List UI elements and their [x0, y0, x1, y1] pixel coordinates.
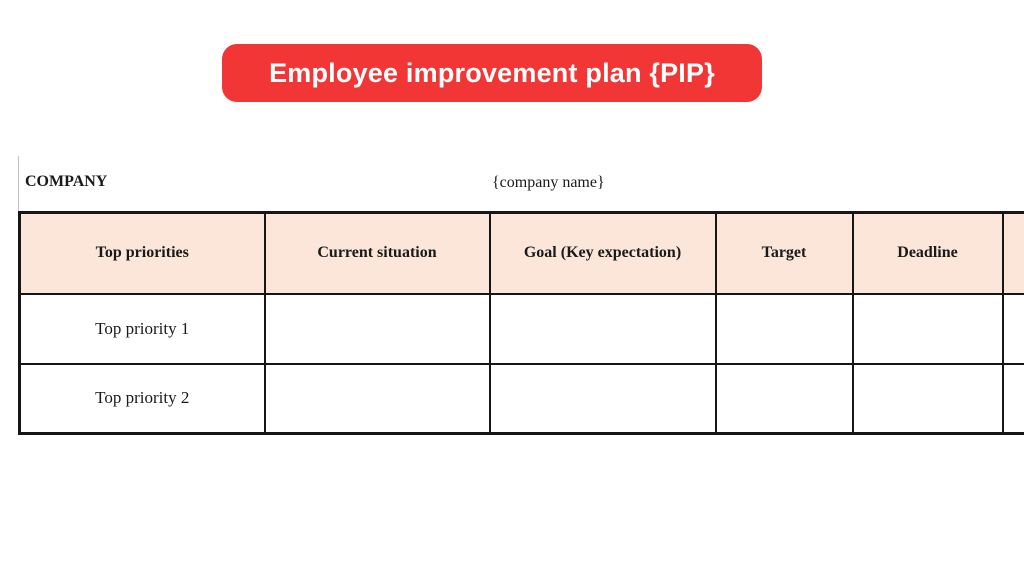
company-name-placeholder: {company name} — [492, 174, 605, 191]
header-target: Target — [716, 213, 853, 294]
row1-label: Top priority 1 — [20, 294, 265, 364]
row2-clipped-cell — [1003, 364, 1024, 434]
row2-target-cell[interactable] — [716, 364, 853, 434]
header-goal: Goal (Key expectation) — [490, 213, 716, 294]
row1-target-cell[interactable] — [716, 294, 853, 364]
row1-current-situation-cell[interactable] — [265, 294, 490, 364]
document-edge-line — [18, 156, 19, 213]
pip-table — [18, 211, 1024, 435]
row1-goal-cell[interactable] — [490, 294, 716, 364]
header-top-priorities: Top priorities — [20, 213, 265, 294]
row1-deadline-cell[interactable] — [853, 294, 1003, 364]
row2-current-situation-cell[interactable] — [265, 364, 490, 434]
row1-clipped-cell — [1003, 294, 1024, 364]
row2-goal-cell[interactable] — [490, 364, 716, 434]
header-current-situation: Current situation — [265, 213, 490, 294]
company-label: COMPANY — [25, 173, 108, 190]
row2-deadline-cell[interactable] — [853, 364, 1003, 434]
table-header-row — [20, 213, 1024, 294]
table-row — [20, 294, 1024, 364]
header-clipped-column — [1003, 213, 1024, 294]
title-badge: Employee improvement plan {PIP} — [222, 44, 762, 102]
row2-label: Top priority 2 — [20, 364, 265, 434]
header-deadline: Deadline — [853, 213, 1003, 294]
table-row — [20, 364, 1024, 434]
